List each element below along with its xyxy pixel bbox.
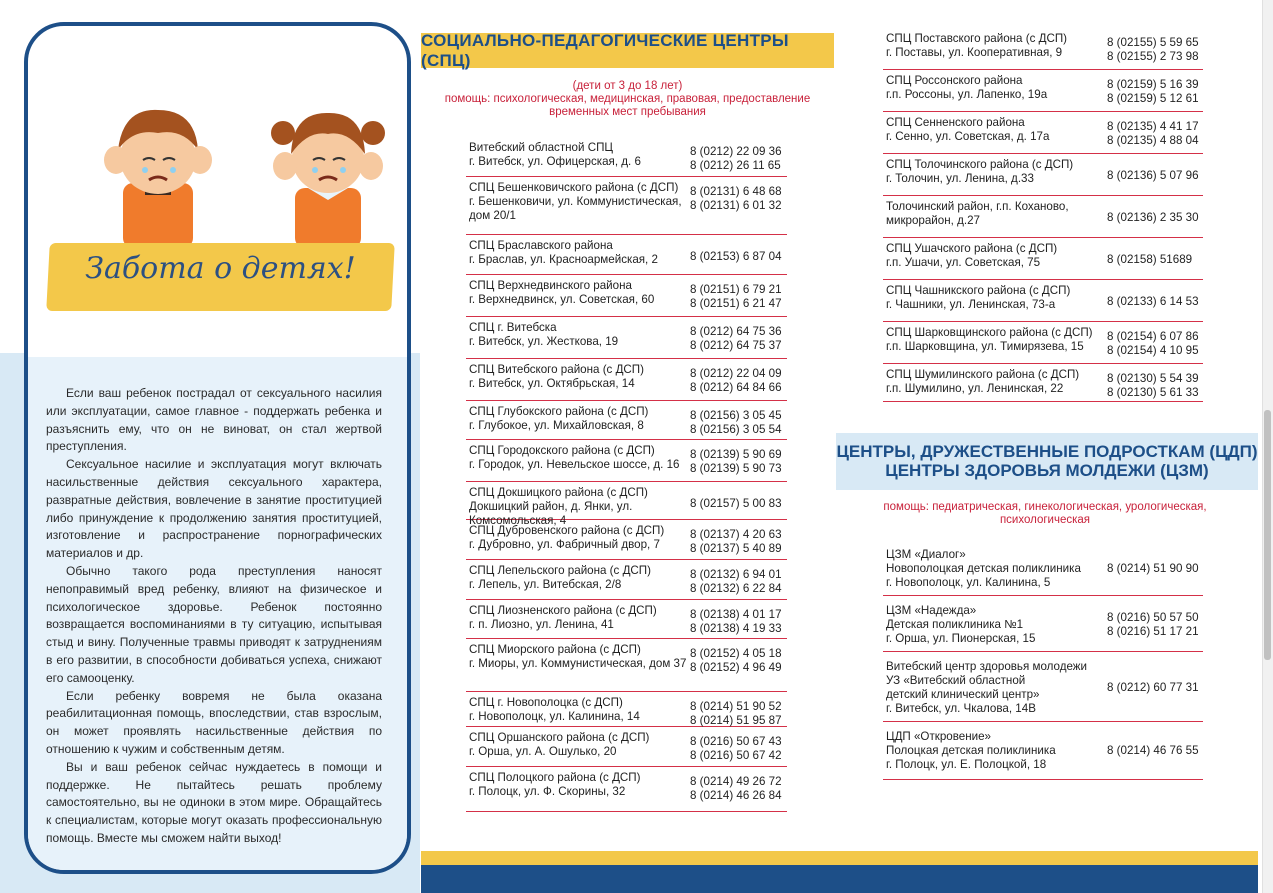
phone-number[interactable]: 8 (02158) 51689 <box>1107 253 1193 266</box>
entry-address: Докшицкий район, д. Янки, ул. Комсомольская, 4 <box>469 500 633 527</box>
phone-number[interactable]: 8 (02138) 4 01 17 <box>690 608 782 621</box>
entry-phones <box>1107 36 1207 64</box>
entry-address: г.п. Шарковщина, ул. Тимирязева, 15 <box>886 340 1084 353</box>
entry-address: г.п. Ушачи, ул. Советская, 75 <box>886 256 1041 269</box>
phone-number[interactable]: 8 (02151) 6 79 21 <box>690 283 782 296</box>
entry-name: СПЦ Бешенковичского района (с ДСП) <box>469 181 679 194</box>
entry-phones <box>690 448 790 476</box>
entry-name: СПЦ Сенненского района <box>886 116 1025 129</box>
phone-number[interactable]: 8 (02153) 6 87 04 <box>690 250 782 263</box>
entry-address: г. Поставы, ул. Кооперативная, 9 <box>886 46 1063 59</box>
entry-text <box>886 32 1108 60</box>
entry-phones <box>690 409 790 437</box>
entry-address: г. Дубровно, ул. Фабричный двор, 7 <box>469 538 660 551</box>
phone-number[interactable]: 8 (0214) 46 76 55 <box>1107 744 1199 757</box>
entry-phones <box>1107 169 1207 183</box>
entry-text <box>886 74 1108 102</box>
spc-entry <box>883 28 1203 70</box>
entry-name: СПЦ Браславского района <box>469 239 613 252</box>
spc-entry <box>466 767 787 812</box>
entry-text <box>886 604 1108 646</box>
entry-name: СПЦ Глубокского района (с ДСП) <box>469 405 649 418</box>
entry-phones <box>690 528 790 556</box>
spc-entry <box>883 280 1203 322</box>
phone-number[interactable]: 8 (02159) 5 16 39 <box>1107 78 1199 91</box>
entry-text <box>886 368 1108 396</box>
spc-entry <box>466 401 787 440</box>
entry-phones <box>690 325 790 353</box>
entry-name: СПЦ Оршанского района (с ДСП) <box>469 731 650 744</box>
entry-name: СПЦ Толочинского района (с ДСП) <box>886 158 1074 171</box>
entry-line: Детская поликлиника №1 <box>886 618 1024 631</box>
phone-number[interactable]: 8 (0212) 22 04 09 <box>690 367 782 380</box>
phone-number[interactable]: 8 (02155) 2 73 98 <box>1107 50 1199 63</box>
crying-girl-illustration <box>253 88 403 248</box>
entry-phones <box>1107 295 1207 309</box>
entry-name: Толочинский район, г.п. Коханово, <box>886 200 1069 213</box>
spc-entry <box>466 482 787 527</box>
phone-number[interactable]: 8 (02136) 2 35 30 <box>1107 211 1199 224</box>
entry-text <box>469 363 691 391</box>
banner-title: Забота о детях! <box>85 251 356 286</box>
entry-line: УЗ «Витебский областной <box>886 674 1026 687</box>
entry-address: г. Браслав, ул. Красноармейская, 2 <box>469 253 658 266</box>
entry-text <box>886 158 1108 186</box>
spc-entry <box>466 639 787 692</box>
phone-number[interactable]: 8 (0212) 64 75 36 <box>690 325 782 338</box>
entry-address: г.п. Шумилино, ул. Ленинская, 22 <box>886 382 1064 395</box>
spc-entry <box>466 692 787 727</box>
spc-help: помощь: психологическая, медицинская, правовая, предоставление временных мест пребывания <box>444 93 811 118</box>
phone-number[interactable]: 8 (02156) 3 05 45 <box>690 409 782 422</box>
cdp-help: помощь: педиатрическая, гинекологическая, урологическая, психологическая <box>883 501 1207 526</box>
entry-address: г. Полоцк, ул. Ф. Скорины, 32 <box>469 785 626 798</box>
paragraph: Сексуальное насилие и эксплуатация могут включать насильственные действия сексуального характера, развратные действия, вовлечение в занятие проституцией либо принуждение к продолжению занятия проституцией, изготовление и распространение порнографических материалов и др. <box>46 457 382 561</box>
bottom-band-yellow <box>421 851 1258 865</box>
entry-name: СПЦ Россонского района <box>886 74 1023 87</box>
spc-entry <box>466 727 787 767</box>
entry-address: г. п. Лиозно, ул. Ленина, 41 <box>469 618 614 631</box>
phone-number[interactable]: 8 (02135) 4 41 17 <box>1107 120 1199 133</box>
phone-number[interactable]: 8 (0212) 64 84 66 <box>690 381 782 394</box>
entry-phones <box>690 145 790 173</box>
entry-text <box>886 200 1108 228</box>
phone-number[interactable]: 8 (02138) 4 19 33 <box>690 622 782 635</box>
spc-entry <box>883 70 1203 112</box>
entry-address: г.п. Россоны, ул. Лапенко, 19а <box>886 88 1048 101</box>
entry-address: г. Миоры, ул. Коммунистическая, дом 37 <box>469 657 687 670</box>
entry-line: Витебский центр здоровья молодежи <box>886 660 1088 673</box>
entry-phones <box>1107 611 1207 639</box>
spc-section-title: СОЦИАЛЬНО-ПЕДАГОГИЧЕСКИЕ ЦЕНТРЫ (СПЦ) <box>421 33 834 68</box>
spc-subtitle <box>440 80 815 119</box>
entry-phones <box>690 647 790 675</box>
entry-text <box>469 696 691 724</box>
entry-name: Витебский областной СПЦ <box>469 141 613 154</box>
phone-number[interactable]: 8 (02137) 5 40 89 <box>690 542 782 555</box>
phone-number[interactable]: 8 (0214) 51 90 90 <box>1107 562 1199 575</box>
entry-text <box>469 643 691 671</box>
paragraph: Обычно такого рода преступления наносят непоправимый вред ребенку, влияют на физическое и психологическое здоровье. Ребенок постоянно возвращается воспоминаниями в ту ситуацию, испытывая стыд и вину. Полученные травмы приводят к затруднениям в его развитии, в способности добиваться успеха, снижают его самооценку. <box>46 563 382 685</box>
entry-line: г. Полоцк, ул. Е. Полоцкой, 18 <box>886 758 1047 771</box>
entry-address: микрорайон, д.27 <box>886 214 980 227</box>
entry-name: СПЦ Докшицкого района (с ДСП) <box>469 486 648 499</box>
entry-name: СПЦ Витебского района (с ДСП) <box>469 363 644 376</box>
entry-phones <box>690 185 790 213</box>
entry-name: СПЦ Городокского района (с ДСП) <box>469 444 655 457</box>
paragraph: Вы и ваш ребенок сейчас нуждаетесь в помощи и поддержке. Не пытайтесь решать проблему самостоятельно, вы не одиноки в этом мире. Обращайтесь к специалистам, которые могут оказать профессиональную помощь. Вместе мы сможем найти выход! <box>46 759 382 845</box>
entry-line: Новополоцкая детская поликлиника <box>886 562 1081 575</box>
entry-text <box>886 116 1108 144</box>
entry-line: г. Орша, ул. Пионерская, 15 <box>886 632 1036 645</box>
entry-name: СПЦ Шумилинского района (с ДСП) <box>886 368 1080 381</box>
entry-text <box>469 181 691 223</box>
entry-phones <box>1107 562 1207 576</box>
entry-address: г. Чашники, ул. Ленинская, 73-а <box>886 298 1056 311</box>
entry-phones <box>690 367 790 395</box>
center-entry <box>883 652 1203 722</box>
entry-address: г. Толочин, ул. Ленина, д.33 <box>886 172 1034 185</box>
spc-entry <box>883 364 1203 402</box>
entry-phones <box>1107 253 1207 267</box>
phone-number[interactable]: 8 (02151) 6 21 47 <box>690 297 782 310</box>
phone-number[interactable]: 8 (02157) 5 00 83 <box>690 497 782 510</box>
phone-number[interactable]: 8 (02130) 5 61 33 <box>1107 386 1199 399</box>
entry-line: ЦЗМ «Диалог» <box>886 548 966 561</box>
entry-name: СПЦ Лепельского района (с ДСП) <box>469 564 651 577</box>
entry-phones <box>690 250 790 264</box>
phone-number[interactable]: 8 (02131) 6 48 68 <box>690 185 782 198</box>
spc-entry <box>883 112 1203 154</box>
entry-name: СПЦ Миорского района (с ДСП) <box>469 643 641 656</box>
phone-number[interactable]: 8 (02152) 4 96 49 <box>690 661 782 674</box>
phone-number[interactable]: 8 (0214) 49 26 72 <box>690 775 782 788</box>
spc-entry <box>466 359 787 401</box>
entry-name: СПЦ Полоцкого района (с ДСП) <box>469 771 641 784</box>
entry-phones <box>1107 744 1207 758</box>
entry-phones <box>690 283 790 311</box>
paragraph: Если ваш ребенок пострадал от сексуального насилия или эксплуатации, самое главное - поддержать ребенка и разъяснить ему, что он не виноват, он стал жертвой преступления. <box>46 386 382 454</box>
paragraph: Если ребенку вовремя не была оказана реабилитационная помощь, впоследствии, став взрослым, он может проявлять насильственные действия по отношению к чужим и собственным детям. <box>46 688 382 756</box>
entry-address: г. Витебск, ул. Офицерская, д. 6 <box>469 155 641 168</box>
entry-phones <box>1107 681 1207 695</box>
entry-address: г. Орша, ул. А. Ошулько, 20 <box>469 745 617 758</box>
entry-phones <box>690 700 790 728</box>
entry-text <box>886 548 1108 590</box>
spc-entry <box>466 177 787 235</box>
scrollbar-thumb[interactable] <box>1264 410 1271 660</box>
phone-number[interactable]: 8 (0216) 50 67 43 <box>690 735 782 748</box>
cdp-section-title <box>836 433 1258 490</box>
spc-list-column-2 <box>883 28 1203 402</box>
phone-number[interactable]: 8 (02139) 5 90 69 <box>690 448 782 461</box>
entry-text <box>469 564 691 592</box>
phone-number[interactable]: 8 (0212) 26 11 65 <box>690 159 781 172</box>
entry-line: ЦДП «Откровение» <box>886 730 991 743</box>
entry-address: г. Сенно, ул. Советская, д. 17а <box>886 130 1050 143</box>
entry-text <box>469 771 691 799</box>
entry-text <box>469 524 691 552</box>
entry-text <box>886 326 1108 354</box>
phone-number[interactable]: 8 (02137) 4 20 63 <box>690 528 782 541</box>
entry-name: СПЦ Лиозненского района (с ДСП) <box>469 604 657 617</box>
spc-entry <box>466 275 787 317</box>
phone-number[interactable]: 8 (02133) 6 14 53 <box>1107 295 1199 308</box>
entry-text <box>469 279 691 307</box>
entry-phones <box>1107 372 1207 400</box>
phone-number[interactable]: 8 (0216) 50 67 42 <box>690 749 782 762</box>
spc-entry <box>466 235 787 275</box>
entry-name: СПЦ Ушачского района (с ДСП) <box>886 242 1058 255</box>
entry-text <box>469 444 691 472</box>
phone-number[interactable]: 8 (0212) 64 75 37 <box>690 339 782 352</box>
left-text-block <box>46 385 382 848</box>
entry-phones <box>690 497 790 511</box>
entry-text <box>886 730 1108 772</box>
entry-text <box>469 141 691 169</box>
phone-number[interactable]: 8 (02136) 5 07 96 <box>1107 169 1199 182</box>
entry-address: г. Глубокое, ул. Михайловская, 8 <box>469 419 644 432</box>
entry-text <box>469 731 691 759</box>
entry-address: г. Витебск, ул. Октябрьская, 14 <box>469 377 635 390</box>
phone-number[interactable]: 8 (02132) 6 94 01 <box>690 568 782 581</box>
entry-name: СПЦ г. Витебска <box>469 321 557 334</box>
spc-entry <box>466 560 787 600</box>
entry-phones <box>1107 78 1207 106</box>
entry-text <box>469 239 691 267</box>
entry-address: г. Лепель, ул. Витебская, 2/8 <box>469 578 622 591</box>
crying-boy-illustration <box>83 88 233 248</box>
phone-number[interactable]: 8 (0216) 51 17 21 <box>1107 625 1199 638</box>
entry-phones <box>690 735 790 763</box>
phone-number[interactable]: 8 (0214) 46 26 84 <box>690 789 782 802</box>
phone-number[interactable]: 8 (0212) 22 09 36 <box>690 145 782 158</box>
entry-address: г. Витебск, ул. Жесткова, 19 <box>469 335 619 348</box>
entry-address: г. Бешенковичи, ул. Коммунистическая, дом 20/1 <box>469 195 682 222</box>
phone-number[interactable]: 8 (02135) 4 88 04 <box>1107 134 1199 147</box>
entry-text <box>886 284 1108 312</box>
entry-name: СПЦ Шарковщинского района (с ДСП) <box>886 326 1093 339</box>
entry-name: СПЦ Верхнедвинского района <box>469 279 632 292</box>
phone-number[interactable]: 8 (0216) 50 57 50 <box>1107 611 1199 624</box>
entry-address: г. Новополоцк, ул. Калинина, 14 <box>469 710 640 723</box>
phone-number[interactable]: 8 (02132) 6 22 84 <box>690 582 782 595</box>
spc-entry <box>883 238 1203 280</box>
spc-entry <box>883 154 1203 196</box>
phone-number[interactable]: 8 (02130) 5 54 39 <box>1107 372 1199 385</box>
spc-entry <box>466 520 787 560</box>
entry-name: СПЦ Поставского района (с ДСП) <box>886 32 1068 45</box>
spc-entry <box>883 196 1203 238</box>
cdp-title-line-1: ЦЕНТРЫ, ДРУЖЕСТВЕННЫЕ ПОДРОСТКАМ (ЦДП) <box>836 442 1258 461</box>
entry-phones <box>1107 330 1207 358</box>
entry-name: СПЦ г. Новополоцка (с ДСП) <box>469 696 623 709</box>
phone-number[interactable]: 8 (02156) 3 05 54 <box>690 423 782 436</box>
phone-number[interactable]: 8 (02155) 5 59 65 <box>1107 36 1199 49</box>
spc-entry <box>466 440 787 482</box>
entry-phones <box>690 775 790 803</box>
phone-number[interactable]: 8 (02154) 4 10 95 <box>1107 344 1199 357</box>
entry-text <box>469 321 691 349</box>
spc-entry <box>883 322 1203 364</box>
entry-line: г. Витебск, ул. Чкалова, 14В <box>886 702 1036 715</box>
entry-text <box>886 242 1108 270</box>
phone-number[interactable]: 8 (0214) 51 95 87 <box>690 714 782 727</box>
entry-address: г. Верхнедвинск, ул. Советская, 60 <box>469 293 655 306</box>
spc-entry <box>466 317 787 359</box>
phone-number[interactable]: 8 (02152) 4 05 18 <box>690 647 782 660</box>
entry-text <box>469 405 691 433</box>
entry-name: СПЦ Дубровенского района (с ДСП) <box>469 524 665 537</box>
phone-number[interactable]: 8 (0212) 60 77 31 <box>1107 681 1199 694</box>
cdp-list <box>883 540 1203 780</box>
cdp-title-line-2: ЦЕНТРЫ ЗДОРОВЬЯ МОЛДЕЖИ (ЦЗМ) <box>885 461 1209 480</box>
center-entry <box>883 596 1203 652</box>
entry-line: Полоцкая детская поликлиника <box>886 744 1056 757</box>
entry-line: ЦЗМ «Надежда» <box>886 604 977 617</box>
phone-number[interactable]: 8 (02159) 5 12 61 <box>1107 92 1199 105</box>
center-entry <box>883 540 1203 596</box>
spc-entry <box>466 600 787 639</box>
entry-address: г. Городок, ул. Невельское шоссе, д. 16 <box>469 458 680 471</box>
phone-number[interactable]: 8 (02154) 6 07 86 <box>1107 330 1199 343</box>
spc-entry <box>466 137 787 177</box>
entry-phones <box>690 568 790 596</box>
entry-line: детский клинический центр» <box>886 688 1040 701</box>
phone-number[interactable]: 8 (0214) 51 90 52 <box>690 700 782 713</box>
entry-text <box>886 660 1108 716</box>
entry-name: СПЦ Чашникского района (с ДСП) <box>886 284 1071 297</box>
entry-phones <box>690 608 790 636</box>
center-entry <box>883 722 1203 780</box>
bottom-band-navy <box>421 865 1258 893</box>
phone-number[interactable]: 8 (02139) 5 90 73 <box>690 462 782 475</box>
entry-phones <box>1107 211 1207 225</box>
spc-list-column-1 <box>466 137 787 812</box>
entry-line: г. Новополоцк, ул. Калинина, 5 <box>886 576 1051 589</box>
phone-number[interactable]: 8 (02131) 6 01 32 <box>690 199 782 212</box>
spc-age: (дети от 3 до 18 лет) <box>572 80 683 92</box>
entry-text <box>469 604 691 632</box>
entry-phones <box>1107 120 1207 148</box>
